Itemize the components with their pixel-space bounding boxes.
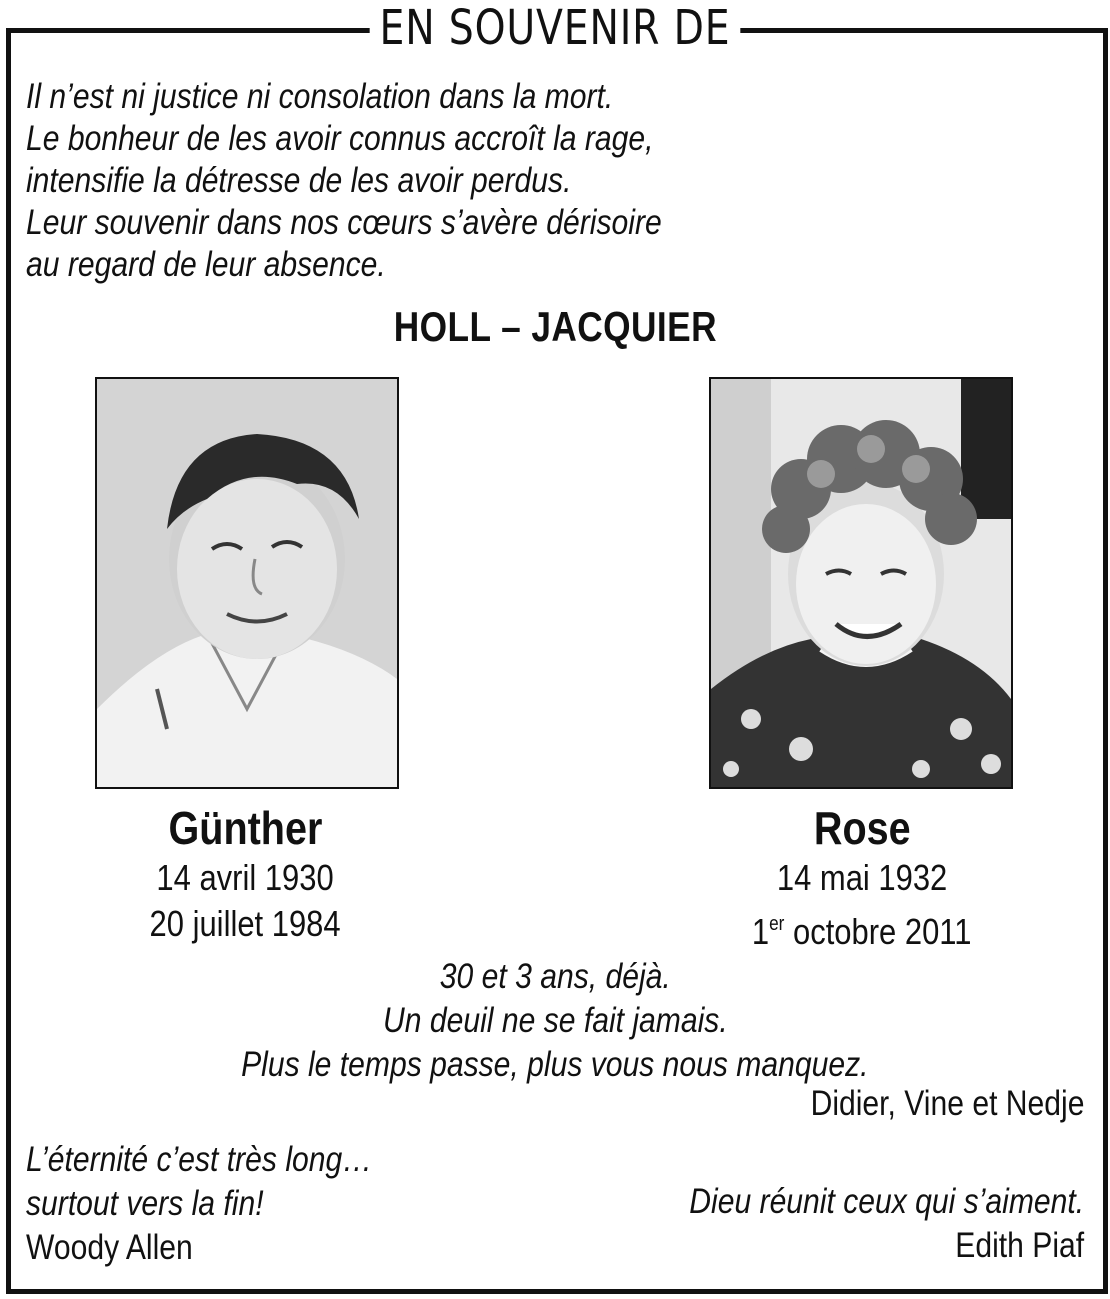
quote-woody-allen xyxy=(26,1138,372,1270)
poem-line: Le bonheur de les avoir connus accroît la rage, xyxy=(26,119,654,158)
tribute-signature: Didier, Vine et Nedje xyxy=(810,1084,1084,1123)
quote-edith-piaf xyxy=(689,1180,1084,1268)
birth-date-rose xyxy=(672,856,1052,900)
person-name-rose xyxy=(672,800,1052,856)
death-day: 1 xyxy=(752,911,770,952)
tribute-line xyxy=(0,1043,1110,1087)
portrait-woman-image xyxy=(711,379,1011,787)
family-name-heading xyxy=(0,302,1110,352)
death-date-text: 20 juillet 1984 xyxy=(149,903,341,944)
quote-line: L’éternité c’est très long… xyxy=(26,1140,373,1179)
poem xyxy=(26,76,662,286)
quote-line: Dieu réunit ceux qui s’aiment. xyxy=(689,1182,1084,1221)
person-name-gunther xyxy=(55,800,435,856)
birth-date-gunther xyxy=(55,856,435,900)
tribute-text: Plus le temps passe, plus vous nous manquez. xyxy=(241,1045,869,1084)
death-date-rose xyxy=(672,902,1052,954)
photo-gunther xyxy=(95,377,399,789)
tribute-line xyxy=(0,999,1110,1043)
poem-line: Leur souvenir dans nos cœurs s’avère dérisoire xyxy=(26,203,662,242)
notice-title: EN SOUVENIR DE xyxy=(370,0,741,56)
quote-author: Edith Piaf xyxy=(955,1226,1084,1265)
birth-date-text: 14 mai 1932 xyxy=(776,857,948,898)
person-name-text: Rose xyxy=(813,802,911,854)
photo-rose xyxy=(709,377,1013,789)
header xyxy=(0,0,1110,56)
ordinal-suffix: er xyxy=(769,913,785,935)
tribute xyxy=(0,955,1110,1087)
death-date-gunther xyxy=(55,902,435,946)
tribute-text: Un deuil ne se fait jamais. xyxy=(382,1001,728,1040)
poem-line: au regard de leur absence. xyxy=(26,245,386,284)
quote-author: Woody Allen xyxy=(26,1228,193,1267)
tribute-line xyxy=(0,955,1110,999)
birth-date-text: 14 avril 1930 xyxy=(156,857,334,898)
death-date-text xyxy=(752,902,972,954)
quote-line: surtout vers la fin! xyxy=(26,1184,264,1223)
death-month-year: octobre 2011 xyxy=(784,911,972,952)
family-name: HOLL – JACQUIER xyxy=(393,303,717,350)
poem-line: Il n’est ni justice ni consolation dans la mort. xyxy=(26,77,614,116)
portrait-man-image xyxy=(97,379,397,787)
person-name-text: Günther xyxy=(168,802,322,854)
poem-line: intensifie la détresse de les avoir perdus. xyxy=(26,161,572,200)
tribute-text: 30 et 3 ans, déjà. xyxy=(439,957,671,996)
